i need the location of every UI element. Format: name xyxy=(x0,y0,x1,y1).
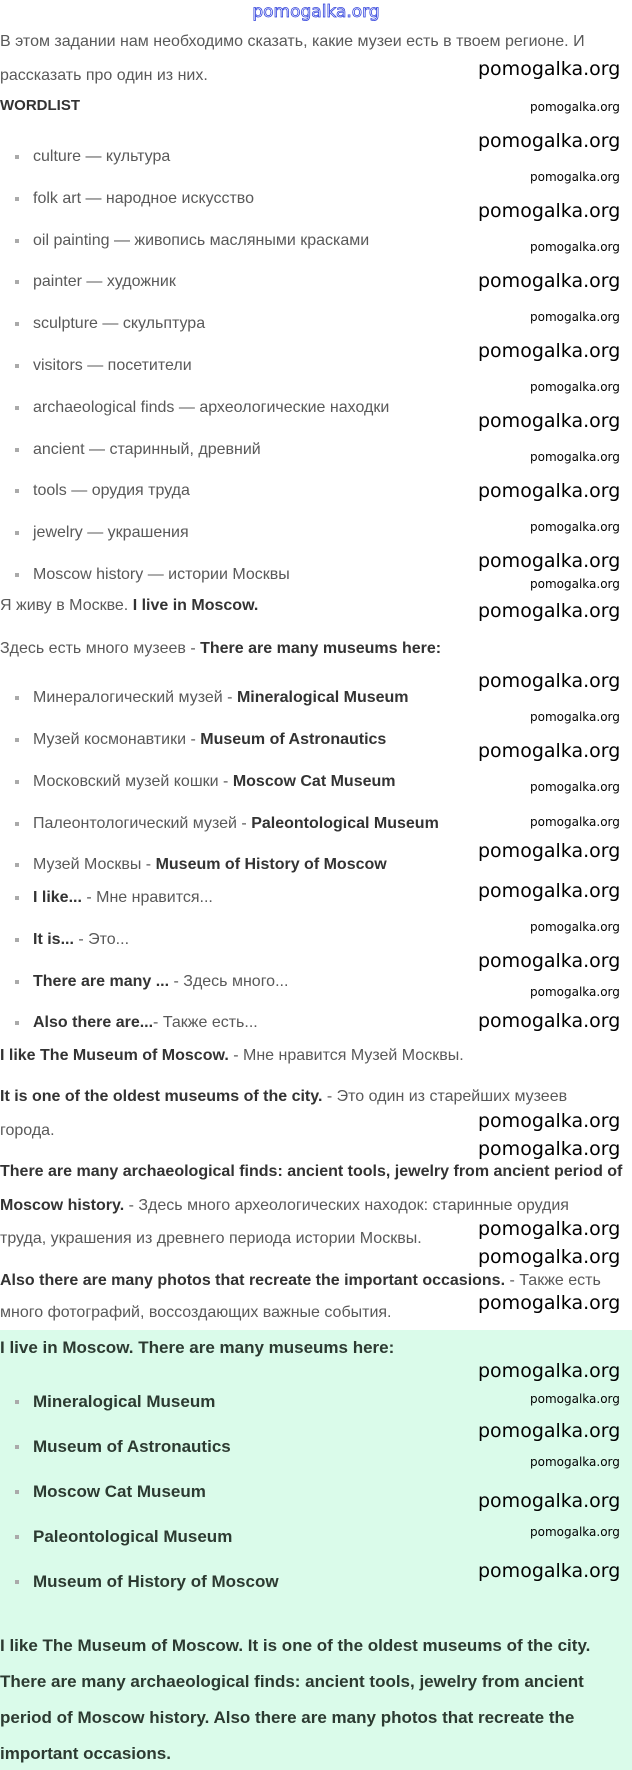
bold-text: It is... xyxy=(33,931,74,948)
bold-text: Museum of Astronautics xyxy=(200,731,387,748)
bullet-icon xyxy=(15,1445,19,1449)
watermark-text: pomogalka.org xyxy=(530,240,620,254)
museum-item xyxy=(33,855,387,875)
watermark-text: pomogalka.org xyxy=(478,950,621,972)
watermark-text: pomogalka.org xyxy=(530,577,620,591)
bullet-icon xyxy=(15,1535,19,1539)
bold-text: I like... xyxy=(33,889,82,906)
watermark-text: pomogalka.org xyxy=(478,1490,621,1512)
text: ancient — старинный, древний xyxy=(33,440,261,458)
watermark-text: pomogalka.org xyxy=(530,170,620,184)
text: Здесь есть много музеев - xyxy=(0,640,201,657)
watermark-text: pomogalka.org xyxy=(530,985,620,999)
watermark-text: pomogalka.org xyxy=(530,1525,620,1539)
bold-text: There are many archaeological finds: ancient tools, jewelry from ancient period of xyxy=(0,1163,623,1180)
translation-line xyxy=(0,1229,422,1249)
text: sculpture — скульптура xyxy=(33,315,206,333)
text: visitors — посетители xyxy=(33,357,192,374)
text: Я живу в Москве. xyxy=(0,597,133,614)
bold-text: I like The Museum of Moscow. It is one of the oldest museums of the city. xyxy=(0,1636,591,1655)
text: Минералогический музей - xyxy=(33,689,237,706)
watermark-text: pomogalka.org xyxy=(530,450,620,464)
museum-item xyxy=(33,730,386,750)
answer-line xyxy=(0,1708,574,1728)
bold-text: Museum of Astronautics xyxy=(33,1437,231,1456)
bold-text: I live in Moscow. xyxy=(132,597,259,614)
watermark-text: pomogalka.org xyxy=(478,1360,621,1382)
text: - Это... xyxy=(73,931,130,948)
intro-line xyxy=(0,32,585,52)
bullet-icon xyxy=(15,863,19,867)
text: - Мне нравится Музей Москвы. xyxy=(228,1047,464,1064)
bullet-icon xyxy=(15,531,19,535)
translation-line xyxy=(0,1196,569,1216)
answer-line xyxy=(0,1744,171,1764)
text: painter — художник xyxy=(33,273,176,291)
translation-line xyxy=(0,1162,622,1182)
text: culture — культура xyxy=(33,148,171,165)
bold-text: There are many museums here: xyxy=(200,640,442,657)
translation-line xyxy=(0,1271,601,1291)
bullet-icon xyxy=(15,573,19,577)
bold-text: Also there are many photos that recreate the important occasions. xyxy=(0,1272,506,1289)
watermark-text: pomogalka.org xyxy=(478,58,621,80)
bold-text: Paleontological Museum xyxy=(33,1527,233,1546)
bullet-icon xyxy=(15,239,19,243)
watermark-text: pomogalka.org xyxy=(478,740,621,762)
text: В этом задании нам необходимо сказать, какие музеи есть в твоем регионе. И xyxy=(0,33,585,50)
text: труда, украшения из древнего периода истории Москвы. xyxy=(0,1230,422,1247)
text: много фотографий, воссоздающих важные события. xyxy=(0,1304,392,1321)
museum-item xyxy=(33,688,409,708)
text: - Мне нравится... xyxy=(81,889,213,906)
watermark-text: pomogalka.org xyxy=(530,815,620,829)
bold-text: Moscow history. xyxy=(0,1197,125,1214)
bold-text: There are many ... xyxy=(33,973,170,990)
text: Музей Москвы - xyxy=(33,856,156,873)
text: jewelry — украшения xyxy=(33,524,189,542)
text: - Здесь много археологических находок: старинные орудия xyxy=(124,1197,569,1214)
watermark-text: pomogalka.org xyxy=(530,1455,620,1469)
watermark-text: pomogalka.org xyxy=(478,1110,621,1132)
watermark-text: pomogalka.org xyxy=(478,130,621,152)
watermark-text: pomogalka.org xyxy=(252,2,380,22)
watermark-text: pomogalka.org xyxy=(478,200,621,222)
wordlist-item xyxy=(33,565,290,585)
watermark-text: pomogalka.org xyxy=(478,1420,621,1442)
bullet-icon xyxy=(15,280,19,284)
text: tools — орудия труда xyxy=(33,482,190,500)
text: - Также есть xyxy=(505,1272,601,1289)
bullet-icon xyxy=(15,364,19,368)
bullet-icon xyxy=(15,406,19,410)
bullet-icon xyxy=(15,1580,19,1584)
bold-text: Mineralogical Museum xyxy=(33,1392,216,1411)
bold-text: important occasions. xyxy=(0,1744,171,1763)
phrase-item xyxy=(33,930,129,950)
watermark-text: pomogalka.org xyxy=(478,840,621,862)
wordlist-item xyxy=(33,231,369,251)
bullet-icon xyxy=(15,896,19,900)
bold-text: Mineralogical Museum xyxy=(236,689,409,706)
watermark-text: pomogalka.org xyxy=(478,1560,621,1582)
bullet-icon xyxy=(15,738,19,742)
watermark-text: pomogalka.org xyxy=(478,1246,621,1268)
bullet-icon xyxy=(15,938,19,942)
phrase-item xyxy=(33,888,213,908)
watermark-text: pomogalka.org xyxy=(530,100,620,114)
text: archaeological finds — археологические находки xyxy=(33,398,390,416)
translation-line xyxy=(0,1303,391,1323)
bold-text: I live in Moscow. There are many museums here: xyxy=(0,1338,395,1357)
wordlist-item xyxy=(33,272,176,292)
answer-line xyxy=(0,1338,394,1358)
answer-museum-item xyxy=(33,1482,206,1502)
watermark-text: pomogalka.org xyxy=(478,480,621,502)
watermark-text: pomogalka.org xyxy=(478,670,621,692)
watermark-text: pomogalka.org xyxy=(478,340,621,362)
bold-text: Museum of History of Moscow xyxy=(33,1572,279,1591)
bold-text: It is one of the oldest museums of the city. xyxy=(0,1088,323,1105)
bullet-icon xyxy=(15,1400,19,1404)
bold-text: I like The Museum of Moscow. xyxy=(0,1047,229,1064)
text: - Также есть... xyxy=(153,1014,258,1031)
bullet-icon xyxy=(15,489,19,493)
bullet-icon xyxy=(15,155,19,159)
answer-museum-item xyxy=(33,1572,279,1592)
watermark-text: pomogalka.org xyxy=(530,1392,620,1406)
bold-text: Moscow Cat Museum xyxy=(33,1482,206,1501)
text: Moscow history — истории Москвы xyxy=(33,566,290,583)
answer-museum-item xyxy=(33,1392,215,1412)
wordlist-item xyxy=(33,523,189,543)
wordlist-item xyxy=(33,147,170,167)
bullet-icon xyxy=(15,448,19,452)
watermark-text: pomogalka.org xyxy=(478,550,621,572)
museum-item xyxy=(33,814,439,834)
bullet-icon xyxy=(15,1021,19,1025)
bold-text: period of Moscow history. Also there are many photos that recreate the xyxy=(0,1708,575,1727)
watermark-text: pomogalka.org xyxy=(530,520,620,534)
watermark-text: pomogalka.org xyxy=(478,1218,621,1240)
bullet-icon xyxy=(15,780,19,784)
watermark-text: pomogalka.org xyxy=(478,1010,621,1032)
watermark-text: pomogalka.org xyxy=(478,1292,621,1314)
wordlist-item xyxy=(33,314,205,334)
translation-line xyxy=(0,1121,55,1141)
watermark-text: pomogalka.org xyxy=(530,380,620,394)
text: Палеонтологический музей - xyxy=(33,815,252,832)
intro-line xyxy=(0,66,208,86)
answer-museum-item xyxy=(33,1527,232,1547)
watermark-text: pomogalka.org xyxy=(478,880,621,902)
museum-item xyxy=(33,772,396,792)
watermark-text: pomogalka.org xyxy=(478,1138,621,1160)
bold-text: Moscow Cat Museum xyxy=(232,773,396,790)
bullet-icon xyxy=(15,197,19,201)
wordlist-item xyxy=(33,189,254,209)
bold-text: Paleontological Museum xyxy=(251,815,439,832)
answer-museum-item xyxy=(33,1437,231,1457)
watermark-text: pomogalka.org xyxy=(530,710,620,724)
sentence-line xyxy=(0,596,258,616)
watermark-text: pomogalka.org xyxy=(530,780,620,794)
bullet-icon xyxy=(15,1490,19,1494)
bullet-icon xyxy=(15,822,19,826)
sentence-line xyxy=(0,639,441,659)
text: Московский музей кошки - xyxy=(33,773,233,790)
bullet-icon xyxy=(15,980,19,984)
text: - Здесь много... xyxy=(169,973,289,990)
watermark-text: pomogalka.org xyxy=(478,270,621,292)
text: рассказать про один из них. xyxy=(0,67,208,84)
text: folk art — народное искусство xyxy=(33,189,254,207)
translation-line xyxy=(0,1087,567,1107)
wordlist-item xyxy=(33,398,389,418)
bold-text: Museum of History of Moscow xyxy=(155,856,387,873)
watermark-text: pomogalka.org xyxy=(478,410,621,432)
wordlist-item xyxy=(33,356,192,376)
bullet-icon xyxy=(15,696,19,700)
text: города. xyxy=(0,1122,55,1139)
wordlist-title: WORDLIST xyxy=(0,97,80,114)
wordlist-item xyxy=(33,440,261,460)
bold-text: Also there are... xyxy=(33,1014,154,1031)
translation-line xyxy=(0,1046,464,1066)
text: - Это один из старейших музеев xyxy=(322,1088,568,1105)
bold-text: There are many archaeological finds: ancient tools, jewelry from ancient xyxy=(0,1672,584,1691)
text: Музей космонавтики - xyxy=(33,731,201,748)
text: oil painting — живопись масляными красками xyxy=(33,231,370,249)
bullet-icon xyxy=(15,322,19,326)
answer-line xyxy=(0,1672,584,1692)
watermark-text: pomogalka.org xyxy=(530,310,620,324)
watermark-text: pomogalka.org xyxy=(478,600,621,622)
answer-line xyxy=(0,1636,590,1656)
phrase-item xyxy=(33,1013,258,1033)
phrase-item xyxy=(33,972,288,992)
wordlist-item xyxy=(33,481,190,501)
watermark-text: pomogalka.org xyxy=(530,920,620,934)
